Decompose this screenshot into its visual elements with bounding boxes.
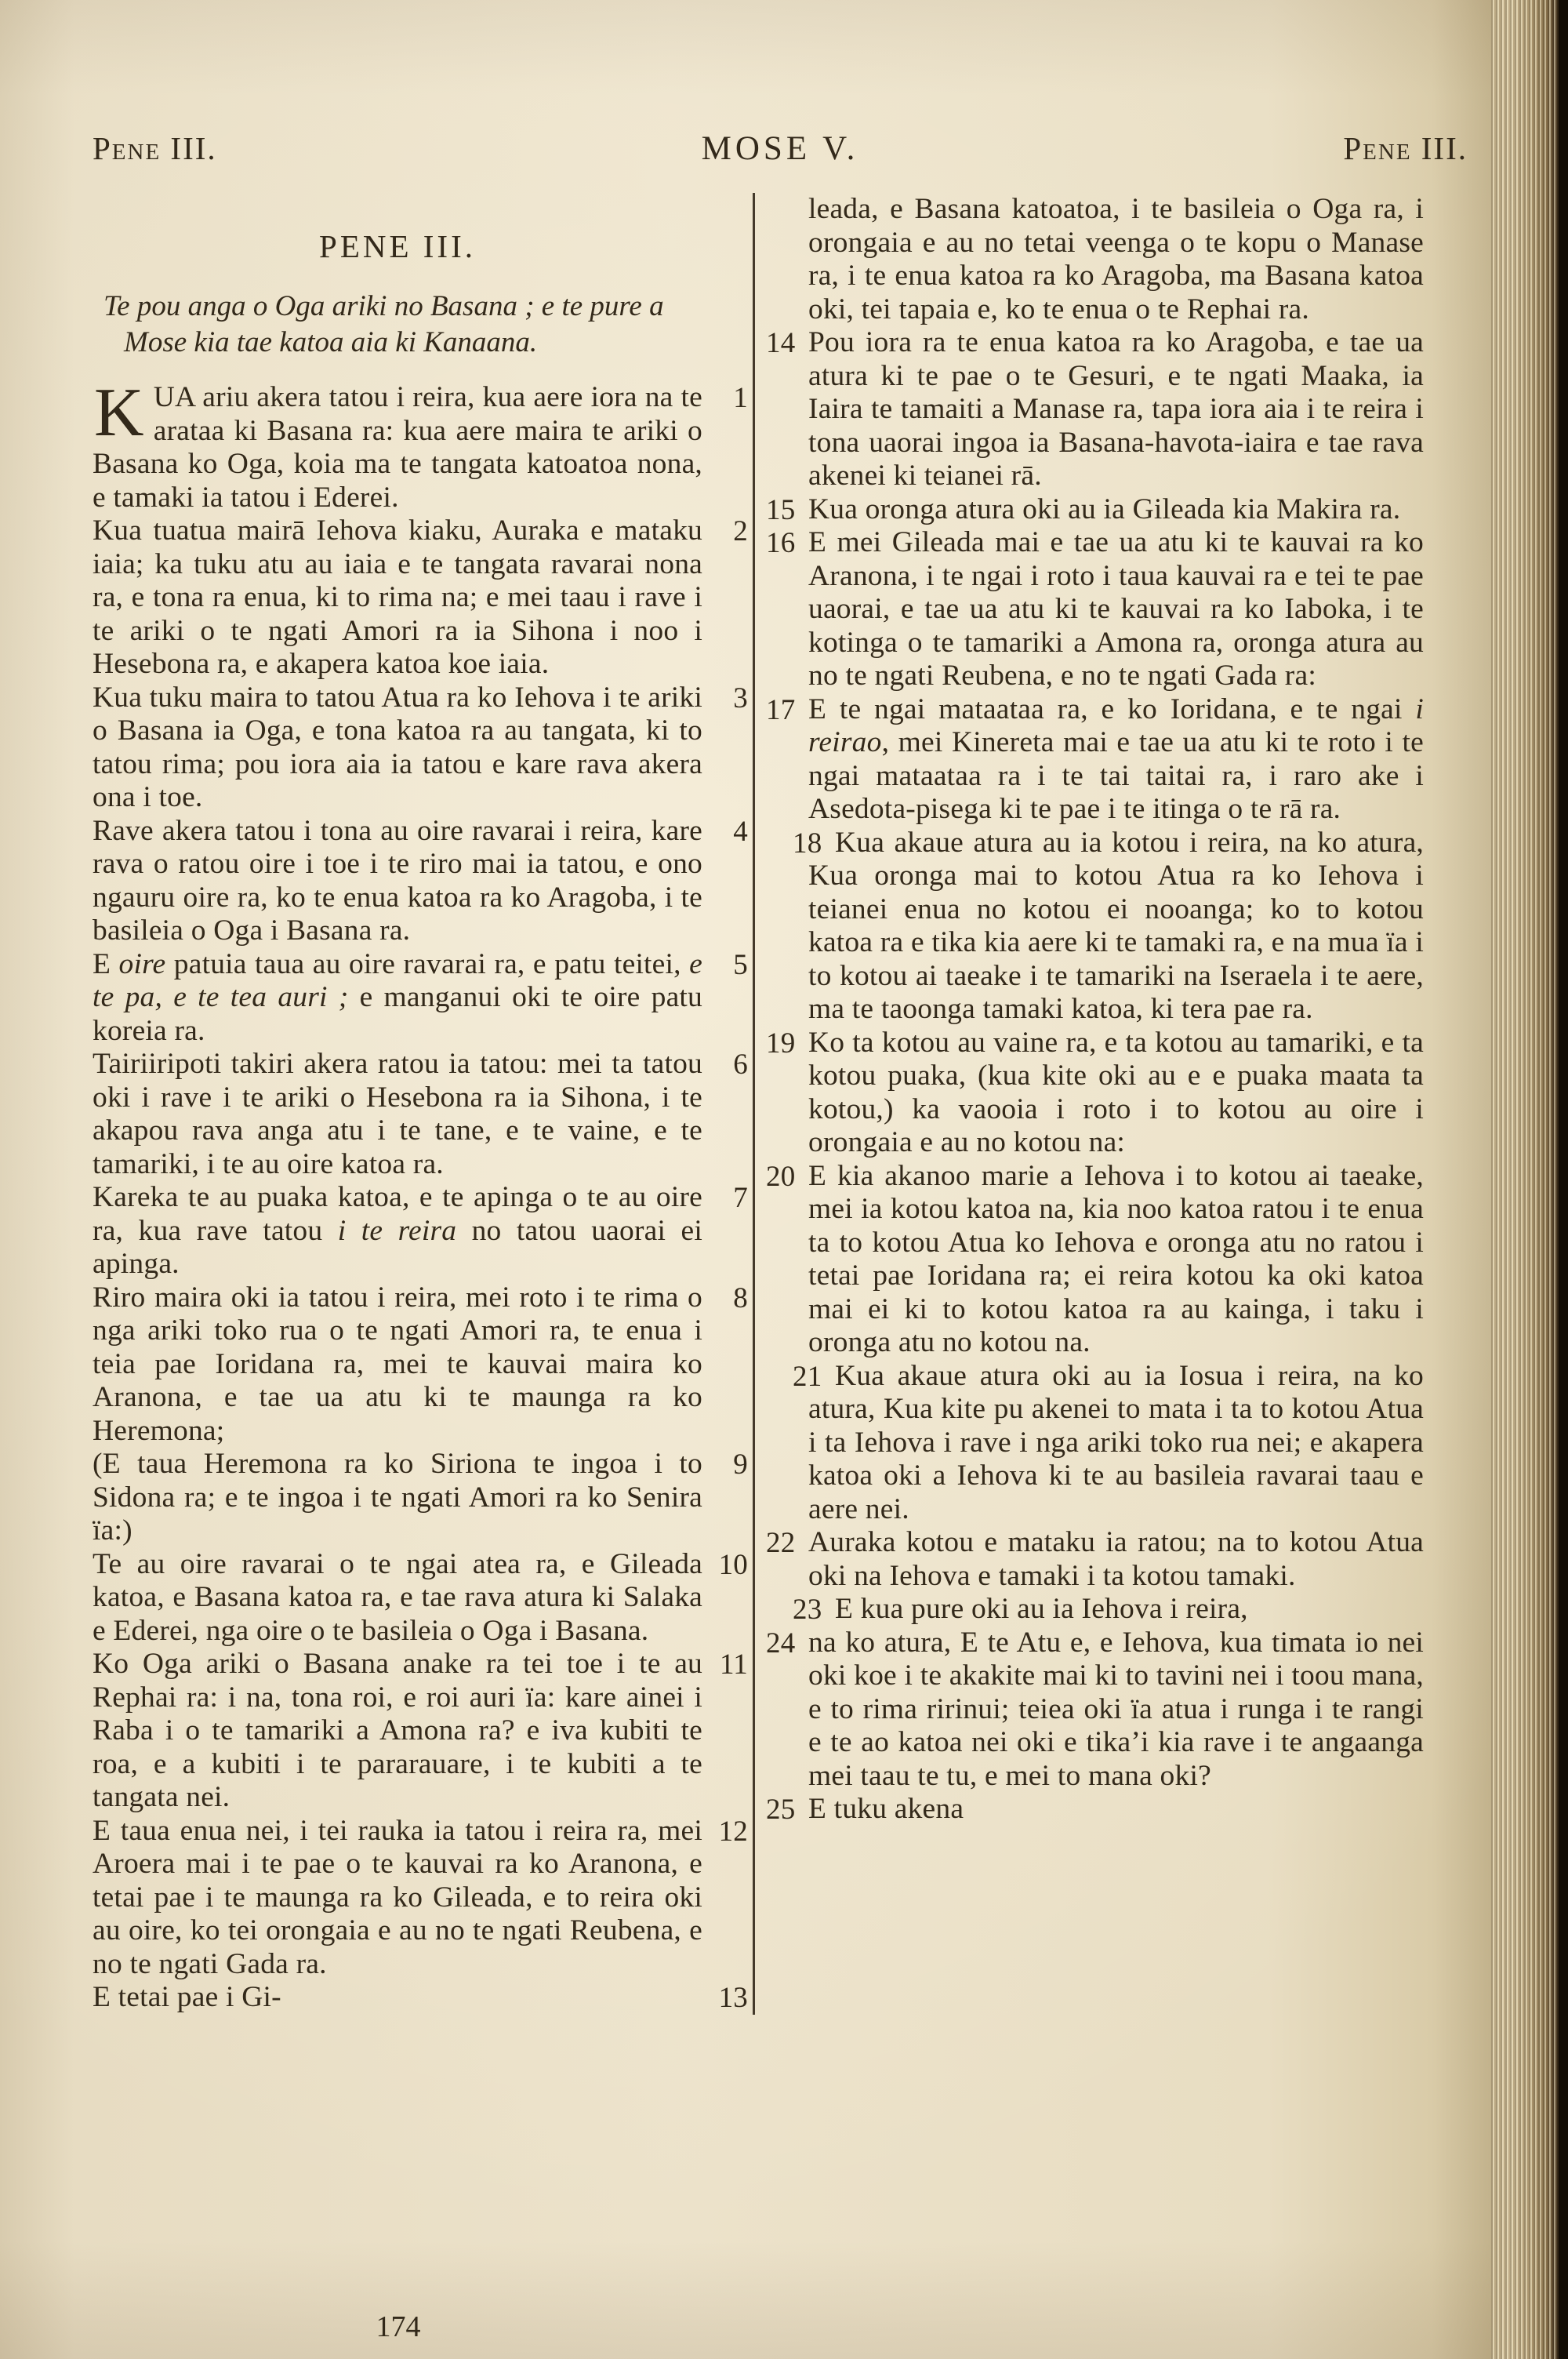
verse-text: leada, e Basana katoatoa, i te basileia o Oga ra, i orongaia e au no tetai veenga o te kopu o Manase ra, i te enua katoa ra ko Aragoba, ma Basana katoa oki, tei tapaia e, ko te enua o te Rephai ra. xyxy=(808,193,1424,325)
verse xyxy=(93,815,753,948)
verse xyxy=(93,514,753,682)
chapter-heading: PENE III. xyxy=(319,228,476,264)
verse-number: 19 xyxy=(766,1027,796,1060)
right-column xyxy=(755,193,1468,2015)
verse-text: E oire patuia taua au oire ravarai ra, e patu teitei, e te pa, e te tea auri ; e manganui oki te oire patu koreia ra. xyxy=(93,947,703,1047)
left-column xyxy=(93,193,753,2015)
scan-background xyxy=(1559,0,1568,2359)
verse-text: E te ngai mataataa ra, e ko Ioridana, e te ngai i reirao, mei Kinereta mai e tae ua atu ki te roto i te ngai mataataa ra i te tai taitai ra, i raro ake i Asedota-pisega ki te pae i te itinga o te rā ra. xyxy=(808,692,1424,825)
verse-text: UA ariu akera tatou i reira, kua aere iora na te arataa ki Basana ra: kua aere maira te ariki o Basana ko Oga, koia ma te tangata katoatoa nona, e tamaki ia tatou i Ederei. xyxy=(93,381,702,514)
verse xyxy=(93,1448,753,1548)
verse-text: Te au oire ravarai o te ngai atea ra, e Gileada katoa, e Basana katoa ra, e tae rava atura ki Salaka e Ederei, nga oire o te basileia o Oga i Basana. xyxy=(93,1547,702,1647)
verse xyxy=(764,1593,1468,1627)
verse-text: Kua tuatua mairā Iehova kiaku, Auraka e mataku iaia; ka tuku atu au iaia e te tangata ravarai nona ra, e tona ra enua, ki to rima na; e mei taau i rave i te ariki o te ngati Amori ra ia Sihona i noo i Hesebona ra, e akapera katoa koe iaia. xyxy=(93,514,702,680)
verse-number: 3 xyxy=(733,682,748,714)
running-head-center: MOSE V. xyxy=(701,130,859,167)
verse-text: E tetai pae i Gi- xyxy=(93,1981,281,2013)
verse-number: 10 xyxy=(718,1548,748,1581)
verse xyxy=(764,326,1468,493)
verse xyxy=(764,1793,1468,1826)
book-page-edges xyxy=(1491,0,1559,2359)
verse-text: Riro maira oki ia tatou i reira, mei roto i te rima o nga ariki toko rua o te ngati Amori ra, te enua i teia pae Ioridana ra, mei te kauvai maira ko Aranona, e tae ua atu ki te maunga ra ko Heremona; xyxy=(93,1281,702,1447)
verse xyxy=(93,1281,753,1448)
verse xyxy=(764,1627,1468,1794)
verse-text: Kua oronga atura oki au ia Gileada kia Makira ra. xyxy=(808,493,1401,525)
verse-number: 25 xyxy=(766,1794,796,1826)
verse-number: 7 xyxy=(733,1182,748,1214)
verse-text: Kareka te au puaka katoa, e te apinga o te au oire ra, kua rave tatou i te reira no tatou uaorai ei apinga. xyxy=(93,1181,702,1280)
verse-text: Kua akaue atura au ia kotou i reira, na ko atura, Kua oronga mai to kotou Atua ra ko Iehova i teianei enua no kotou ei nooanga; ko to kotou katoa ra e tika kia aere ki te tamaki ra, e na mua ïa i to kotou ai taeake i te tamariki na Iseraela i te aere, ma te taoonga tamaki katoa, ki tera pae ra. xyxy=(808,826,1424,1025)
verse-text: E kua pure oki au ia Iehova i reira, xyxy=(835,1593,1248,1625)
verse-text: Ko ta kotou au vaine ra, e ta kotou au tamariki, e ta kotou puaka, (kua kite oki au e e puaka maata ta kotou,) ka vaooia i roto i to kotou au oire i orongaia e au no kotou na: xyxy=(808,1026,1424,1158)
verse-number: 11 xyxy=(719,1648,748,1681)
verse-text: Kua akaue atura oki au ia Iosua i reira, na ko atura, Kua kite pu akenei to mata i ta to kotou Atua i ta Iehova i rave i nga ariki toko rua nei; e akapera katoa oki a Iehova ki te au basileia ravarai taau e aere nei. xyxy=(808,1359,1424,1525)
verse-number: 21 xyxy=(793,1360,822,1393)
verse xyxy=(764,1360,1468,1527)
verse xyxy=(764,193,1468,326)
verse-text: Kua tuku maira to tatou Atua ra ko Iehova i te ariki o Basana ia Oga, e tona katoa ra au tangata, ki to tatou rima; pou iora aia ia tatou e kare rava akera ona i toe. xyxy=(93,681,702,813)
verse xyxy=(93,1181,753,1281)
verse-text: E mei Gileada mai e tae ua atu ki te kauvai ra ko Aranona, i te ngai i roto i taua kauvai ra e tei te pae uaorai, e tae ua atu ki te kauvai ra ko Iaboka, i te kotinga o te tamariki a Amona ra, oronga atura au no te ngati Reubena, e no te ngati Gada ra: xyxy=(808,526,1424,692)
verse xyxy=(93,948,753,1049)
verse-number: 6 xyxy=(733,1049,748,1081)
verse-text: E kia akanoo marie a Iehova i to kotou ai taeake, mei ia kotou katoa na, kia noo katoa ratou i te enua ta to kotou Atua ko Iehova e oronga atu no ratou i tetai pae Ioridana ra; ei reira kotou ka oki katoa mai ei ki to kotou katoa ra au kainga, i taku i oronga atu no kotou na. xyxy=(808,1159,1424,1358)
page-number: 174 xyxy=(376,2310,421,2343)
running-head xyxy=(93,129,1468,168)
verse xyxy=(93,1548,753,1648)
verse xyxy=(93,375,753,514)
verse-text: Pou iora ra te enua katoa ra ko Aragoba, e tae ua atura ki te pae o te Gesuri, e te ngati Maaka, ia Iaira te tamaiti a Manase ra, tapa iora aia i te reira i tona uaorai ingoa ia Basana-havota-iaira e tae rava akenei ki teianei rā. xyxy=(808,326,1424,492)
verse-text: E tuku akena xyxy=(808,1793,964,1825)
verse-number: 15 xyxy=(766,493,796,526)
verse-number: 12 xyxy=(718,1815,748,1848)
drop-cap: K xyxy=(94,375,144,451)
verse-number: 8 xyxy=(733,1281,748,1314)
verse-text: Rave akera tatou i tona au oire ravarai i reira, kare rava o ratou oire i toe i te riro mai ia tatou, e ono ngauru oire ra, ko te enua katoa ra ko Aragoba, i te basileia o Oga i Basana ra. xyxy=(93,814,702,947)
verse-number: 5 xyxy=(733,948,748,981)
running-head-left: Pene III. xyxy=(93,130,217,166)
verse-text: Ko Oga ariki o Basana anake ra tei toe i te au Rephai ra: i na, tona roi, e roi auri ïa: kare ainei i Raba i o te tamariki a Amona ra? e iva kubiti te roa, e a kubiti i te pararauare, i te kubiti a te tangata nei. xyxy=(93,1648,702,1813)
verse xyxy=(764,1526,1468,1593)
verse-number: 14 xyxy=(766,327,796,359)
verse-number: 23 xyxy=(793,1594,822,1626)
verse-text: E taua enua nei, i tei rauka ia tatou i reira ra, mei Aroera mai i te pae o te kauvai ra ko Aranona, e tetai pae i te maunga ra ko Gileada, e to reira oki au oire, ko tei orongaia e au no te ngati Reubena, e no te ngati Gada ra. xyxy=(93,1814,702,1980)
verse-number: 20 xyxy=(766,1160,796,1193)
verse-number: 2 xyxy=(733,515,748,547)
verse xyxy=(93,1048,753,1181)
verse xyxy=(93,682,753,815)
verse xyxy=(764,1160,1468,1360)
verse xyxy=(93,1815,753,1982)
verse-number: 22 xyxy=(766,1527,796,1559)
verse xyxy=(764,827,1468,1027)
verse-text: (E taua Heremona ra ko Siriona te ingoa i to Sidona ra; e te ingoa i te ngati Amori ra ko Senira ïa:) xyxy=(93,1448,702,1547)
verse xyxy=(764,693,1468,827)
verse-number: 17 xyxy=(766,693,796,726)
verse-text: Tairiiripoti takiri akera ratou ia tatou: mei ta tatou oki i rave i te ariki o Hesebona ra ia Sihona, i te akapou rava anga atu i te tane, e te vaine, e te tamariki, i te au oire katoa ra. xyxy=(93,1048,702,1180)
verse xyxy=(764,1027,1468,1160)
text-block xyxy=(93,193,1468,2015)
running-head-right: Pene III. xyxy=(1343,130,1468,166)
verse-number: 13 xyxy=(718,1982,748,2014)
verse-number: 18 xyxy=(793,827,822,860)
verse-number: 1 xyxy=(733,382,748,414)
verse-number: 4 xyxy=(733,815,748,848)
verse xyxy=(93,1648,753,1815)
verse-text: Auraka kotou e mataku ia ratou; na to kotou Atua oki na Iehova e tamaki i ta kotou tamaki. xyxy=(808,1526,1424,1592)
verse-number: 16 xyxy=(766,527,796,559)
verse-number: 9 xyxy=(733,1448,748,1481)
verse-text: na ko atura, E te Atu e, e Iehova, kua timata io nei oki koe i te akakite mai ki to tavini nei i toou mana, e to rima ririnui; teiea oki ïa atua i runga i te rangi e te ao katoa nei oki e tika’i kia rave i te angaanga mei taau te tu, e mei to mana oki? xyxy=(808,1626,1424,1792)
chapter-summary: Te pou anga o Oga ariki no Basana ; e te pure a Mose kia tae katoa aia ki Kanaana. xyxy=(103,290,664,358)
verse-number: 24 xyxy=(766,1627,796,1659)
verse xyxy=(93,1981,753,2015)
verse xyxy=(764,493,1468,527)
verse xyxy=(764,526,1468,693)
